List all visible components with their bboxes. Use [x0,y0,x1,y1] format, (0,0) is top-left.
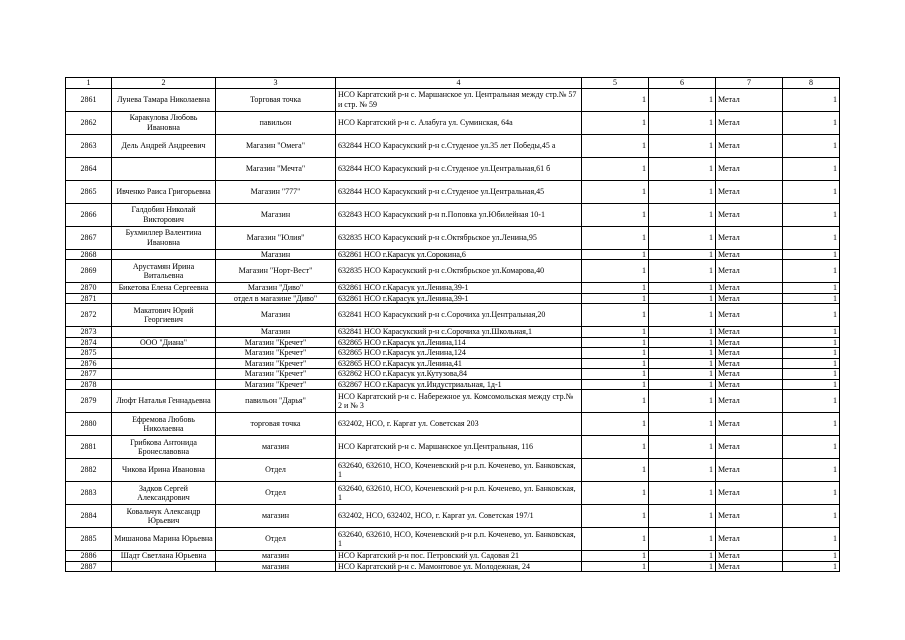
address-cell: 632640, 632610, НСО, Коченевский р-н р.п. Коченево, ул. Банковская, 1 [336,459,582,482]
column-8-cell: 1 [783,293,840,304]
object-type-cell: павильон [216,111,336,134]
column-6-cell: 1 [649,304,716,327]
column-8-cell: 1 [783,348,840,359]
column-8-cell: 1 [783,304,840,327]
column-6-cell: 1 [649,337,716,348]
object-type-cell: Магазин [216,249,336,260]
object-type-cell: Магазин "Кречет" [216,379,336,390]
material-cell: Метал [716,482,783,505]
object-type-cell: Отдел [216,482,336,505]
column-8-cell: 1 [783,180,840,203]
column-8-cell: 1 [783,528,840,551]
column-6-cell: 1 [649,327,716,338]
address-cell: 632835 НСО Карасукский р-н с.Октябрьское ул.Ленина,95 [336,226,582,249]
owner-name-cell: ООО "Диана" [112,337,216,348]
address-cell: 632841 НСО Карасукский р-н с.Сорочиха ул.Центральная,20 [336,304,582,327]
column-6-cell: 1 [649,369,716,380]
table-body [66,78,840,572]
material-cell: Метал [716,379,783,390]
row-number-cell: 2882 [66,459,112,482]
row-number-cell: 2887 [66,561,112,572]
address-cell: НСО Каргатский р-н с. Мамонтовое ул. Молодежная, 24 [336,561,582,572]
object-type-cell: магазин [216,505,336,528]
column-6-cell: 1 [649,348,716,359]
address-cell: НСО Каргатский р-н с. Маршанское ул. Центральная между стр.№ 57 и стр. № 59 [336,88,582,111]
column-header-8: 8 [783,78,840,89]
table-row [66,226,840,249]
address-cell: НСО Каргатский р-н с. Алабуга ул. Суминская, 64а [336,111,582,134]
row-number-cell: 2861 [66,88,112,111]
column-8-cell: 1 [783,482,840,505]
address-cell: 632861 НСО г.Карасук ул.Сорокина,6 [336,249,582,260]
owner-name-cell [112,327,216,338]
row-number-cell: 2872 [66,304,112,327]
column-6-cell: 1 [649,260,716,283]
column-8-cell: 1 [783,561,840,572]
row-number-cell: 2862 [66,111,112,134]
table-row [66,134,840,157]
object-type-cell: Магазин "Юлия" [216,226,336,249]
owner-name-cell [112,379,216,390]
column-5-cell: 1 [582,358,649,369]
material-cell: Метал [716,260,783,283]
owner-name-cell [112,358,216,369]
table-row [66,482,840,505]
owner-name-cell: Шадт Светлана Юрьевна [112,551,216,562]
object-type-cell: Отдел [216,459,336,482]
column-6-cell: 1 [649,551,716,562]
row-number-cell: 2877 [66,369,112,380]
column-5-cell: 1 [582,337,649,348]
row-number-cell: 2863 [66,134,112,157]
column-5-cell: 1 [582,304,649,327]
address-cell: 632640, 632610, НСО, Коченевский р-н р.п. Коченево, ул. Банковская, 1 [336,482,582,505]
address-cell: 632835 НСО Карасукский р-н с.Октябрьское ул.Комарова,40 [336,260,582,283]
object-type-cell: Магазин "Мечта" [216,157,336,180]
column-6-cell: 1 [649,505,716,528]
column-6-cell: 1 [649,249,716,260]
row-number-cell: 2885 [66,528,112,551]
column-5-cell: 1 [582,249,649,260]
column-8-cell: 1 [783,327,840,338]
owner-name-cell: Люфт Наталья Геннадьевна [112,390,216,413]
column-8-cell: 1 [783,134,840,157]
table-row [66,505,840,528]
owner-name-cell [112,157,216,180]
column-5-cell: 1 [582,436,649,459]
material-cell: Метал [716,436,783,459]
column-6-cell: 1 [649,226,716,249]
row-number-cell: 2868 [66,249,112,260]
column-6-cell: 1 [649,203,716,226]
owner-name-cell [112,369,216,380]
owner-name-cell: Задков Сергей Александрович [112,482,216,505]
column-8-cell: 1 [783,249,840,260]
table-row [66,369,840,380]
column-5-cell: 1 [582,157,649,180]
row-number-cell: 2886 [66,551,112,562]
address-cell: 632865 НСО г.Карасук ул.Ленина,114 [336,337,582,348]
table-row [66,551,840,562]
row-number-cell: 2875 [66,348,112,359]
column-6-cell: 1 [649,283,716,294]
row-number-cell: 2874 [66,337,112,348]
table-row [66,249,840,260]
table-row [66,390,840,413]
column-6-cell: 1 [649,180,716,203]
object-type-cell: магазин [216,436,336,459]
address-cell: 632862 НСО г.Карасук ул.Кутузова,84 [336,369,582,380]
column-6-cell: 1 [649,436,716,459]
row-number-cell: 2881 [66,436,112,459]
row-number-cell: 2865 [66,180,112,203]
address-cell: 632841 НСО Карасукский р-н с.Сорочиха ул.Школьная,1 [336,327,582,338]
material-cell: Метал [716,369,783,380]
column-8-cell: 1 [783,358,840,369]
column-8-cell: 1 [783,260,840,283]
object-type-cell: Магазин "Диво" [216,283,336,294]
table-row [66,436,840,459]
address-cell: 632402, НСО, г. Каргат ул. Советская 203 [336,413,582,436]
table-row [66,203,840,226]
material-cell: Метал [716,561,783,572]
table-row [66,180,840,203]
table-row [66,358,840,369]
material-cell: Метал [716,327,783,338]
column-8-cell: 1 [783,111,840,134]
column-6-cell: 1 [649,358,716,369]
material-cell: Метал [716,88,783,111]
owner-name-cell: Ефремова Любовь Николаевна [112,413,216,436]
column-6-cell: 1 [649,390,716,413]
material-cell: Метал [716,134,783,157]
column-5-cell: 1 [582,561,649,572]
column-6-cell: 1 [649,459,716,482]
material-cell: Метал [716,551,783,562]
material-cell: Метал [716,249,783,260]
address-cell: 632843 НСО Карасукский р-н п.Поповка ул.Юбилейная 10-1 [336,203,582,226]
column-5-cell: 1 [582,283,649,294]
object-type-cell: Магазин [216,203,336,226]
row-number-cell: 2871 [66,293,112,304]
object-type-cell: Магазин [216,304,336,327]
material-cell: Метал [716,283,783,294]
material-cell: Метал [716,111,783,134]
object-type-cell: Магазин "Кречет" [216,358,336,369]
material-cell: Метал [716,459,783,482]
row-number-cell: 2867 [66,226,112,249]
column-number-row [66,78,840,89]
table-row [66,293,840,304]
material-cell: Метал [716,358,783,369]
column-5-cell: 1 [582,379,649,390]
material-cell: Метал [716,348,783,359]
address-cell: 632844 НСО Карасукский р-н с.Студеное ул.35 лет Победы,45 а [336,134,582,157]
material-cell: Метал [716,293,783,304]
owner-name-cell [112,293,216,304]
table-row [66,379,840,390]
owner-name-cell: Арустамян Ирина Витальевна [112,260,216,283]
column-5-cell: 1 [582,413,649,436]
owner-name-cell: Чикова Ирина Ивановна [112,459,216,482]
object-type-cell: Магазин "Кречет" [216,337,336,348]
row-number-cell: 2880 [66,413,112,436]
column-6-cell: 1 [649,379,716,390]
owner-name-cell [112,249,216,260]
address-cell: 632844 НСО Карасукский р-н с.Студеное ул.Центральная,61 б [336,157,582,180]
column-5-cell: 1 [582,369,649,380]
column-6-cell: 1 [649,561,716,572]
column-8-cell: 1 [783,379,840,390]
owner-name-cell [112,348,216,359]
column-6-cell: 1 [649,293,716,304]
column-8-cell: 1 [783,436,840,459]
row-number-cell: 2873 [66,327,112,338]
column-8-cell: 1 [783,283,840,294]
owner-name-cell: Мишанова Марина Юрьевна [112,528,216,551]
column-header-3: 3 [216,78,336,89]
object-type-cell: Магазин "777" [216,180,336,203]
column-header-4: 4 [336,78,582,89]
row-number-cell: 2866 [66,203,112,226]
column-5-cell: 1 [582,348,649,359]
material-cell: Метал [716,304,783,327]
address-cell: 632865 НСО г.Карасук ул.Ленина,41 [336,358,582,369]
column-8-cell: 1 [783,203,840,226]
table-row [66,348,840,359]
column-8-cell: 1 [783,337,840,348]
material-cell: Метал [716,203,783,226]
column-5-cell: 1 [582,551,649,562]
row-number-cell: 2884 [66,505,112,528]
address-cell: 632640, 632610, НСО, Коченевский р-н р.п. Коченево, ул. Банковская, 1 [336,528,582,551]
owner-name-cell: Лунева Тамара Николаевна [112,88,216,111]
column-8-cell: 1 [783,390,840,413]
column-5-cell: 1 [582,482,649,505]
column-5-cell: 1 [582,528,649,551]
object-type-cell: магазин [216,551,336,562]
column-5-cell: 1 [582,327,649,338]
owner-name-cell [112,561,216,572]
table-row [66,528,840,551]
table-row [66,157,840,180]
material-cell: Метал [716,180,783,203]
row-number-cell: 2876 [66,358,112,369]
column-8-cell: 1 [783,226,840,249]
object-type-cell: Торговая точка [216,88,336,111]
object-type-cell: отдел в магазине "Диво" [216,293,336,304]
material-cell: Метал [716,390,783,413]
column-8-cell: 1 [783,413,840,436]
column-5-cell: 1 [582,134,649,157]
column-5-cell: 1 [582,390,649,413]
object-type-cell: павильон "Дарья" [216,390,336,413]
owner-name-cell: Макатович Юрий Георгиевич [112,304,216,327]
column-5-cell: 1 [582,505,649,528]
object-type-cell: Отдел [216,528,336,551]
column-5-cell: 1 [582,226,649,249]
column-header-5: 5 [582,78,649,89]
column-5-cell: 1 [582,293,649,304]
object-type-cell: Магазин "Кречет" [216,369,336,380]
table-row [66,304,840,327]
address-cell: 632861 НСО г.Карасук ул.Ленина,39-1 [336,293,582,304]
column-6-cell: 1 [649,88,716,111]
table-row [66,111,840,134]
object-type-cell: Магазин "Кречет" [216,348,336,359]
owner-name-cell: Бикетова Елена Сергеевна [112,283,216,294]
column-5-cell: 1 [582,260,649,283]
address-cell: 632867 НСО г.Карасук ул.Индустриальная, 1д-1 [336,379,582,390]
row-number-cell: 2870 [66,283,112,294]
material-cell: Метал [716,337,783,348]
owner-name-cell: Грибкова Антонида Бронеславовна [112,436,216,459]
column-5-cell: 1 [582,459,649,482]
owner-name-cell: Бухмиллер Валентина Ивановна [112,226,216,249]
owner-name-cell: Галдобин Николай Викторович [112,203,216,226]
address-cell: НСО Каргатский р-н с. Маршанское ул.Центральная, 116 [336,436,582,459]
row-number-cell: 2878 [66,379,112,390]
material-cell: Метал [716,226,783,249]
column-8-cell: 1 [783,88,840,111]
table-row [66,337,840,348]
column-8-cell: 1 [783,157,840,180]
table-row [66,561,840,572]
column-5-cell: 1 [582,180,649,203]
owner-name-cell: Каракулова Любовь Ивановна [112,111,216,134]
column-6-cell: 1 [649,528,716,551]
column-8-cell: 1 [783,551,840,562]
material-cell: Метал [716,413,783,436]
column-header-1: 1 [66,78,112,89]
column-6-cell: 1 [649,134,716,157]
column-5-cell: 1 [582,111,649,134]
column-8-cell: 1 [783,369,840,380]
owner-name-cell: Дель Андрей Андреевич [112,134,216,157]
address-cell: 632402, НСО, 632402, НСО, г. Каргат ул. Советская 197/1 [336,505,582,528]
table-row [66,260,840,283]
address-cell: 632861 НСО г.Карасук ул.Ленина,39-1 [336,283,582,294]
address-cell: 632865 НСО г.Карасук ул.Ленина,124 [336,348,582,359]
row-number-cell: 2869 [66,260,112,283]
column-6-cell: 1 [649,482,716,505]
material-cell: Метал [716,157,783,180]
column-6-cell: 1 [649,413,716,436]
material-cell: Метал [716,528,783,551]
material-cell: Метал [716,505,783,528]
object-type-cell: Магазин "Омега" [216,134,336,157]
column-5-cell: 1 [582,203,649,226]
row-number-cell: 2864 [66,157,112,180]
column-header-7: 7 [716,78,783,89]
address-cell: НСО Каргатский р-н с. Набережное ул. Комсомольская между стр.№ 2 и № 3 [336,390,582,413]
object-type-cell: магазин [216,561,336,572]
column-6-cell: 1 [649,111,716,134]
column-header-2: 2 [112,78,216,89]
address-cell: 632844 НСО Карасукский р-н с.Студеное ул.Центральная,45 [336,180,582,203]
object-type-cell: Магазин [216,327,336,338]
row-number-cell: 2883 [66,482,112,505]
table-row [66,88,840,111]
row-number-cell: 2879 [66,390,112,413]
column-8-cell: 1 [783,505,840,528]
column-8-cell: 1 [783,459,840,482]
table-row [66,283,840,294]
column-6-cell: 1 [649,157,716,180]
object-type-cell: Магазин "Норт-Вест" [216,260,336,283]
table-row [66,327,840,338]
object-type-cell: торговая точка [216,413,336,436]
column-header-6: 6 [649,78,716,89]
owner-name-cell: Ковальчук Александр Юрьевич [112,505,216,528]
table-row [66,459,840,482]
table-row [66,413,840,436]
address-cell: НСО Каргатский р-н пос. Петровский ул. Садовая 21 [336,551,582,562]
column-5-cell: 1 [582,88,649,111]
owner-name-cell: Ивченко Раиса Григорьевна [112,180,216,203]
registry-table [65,77,840,572]
